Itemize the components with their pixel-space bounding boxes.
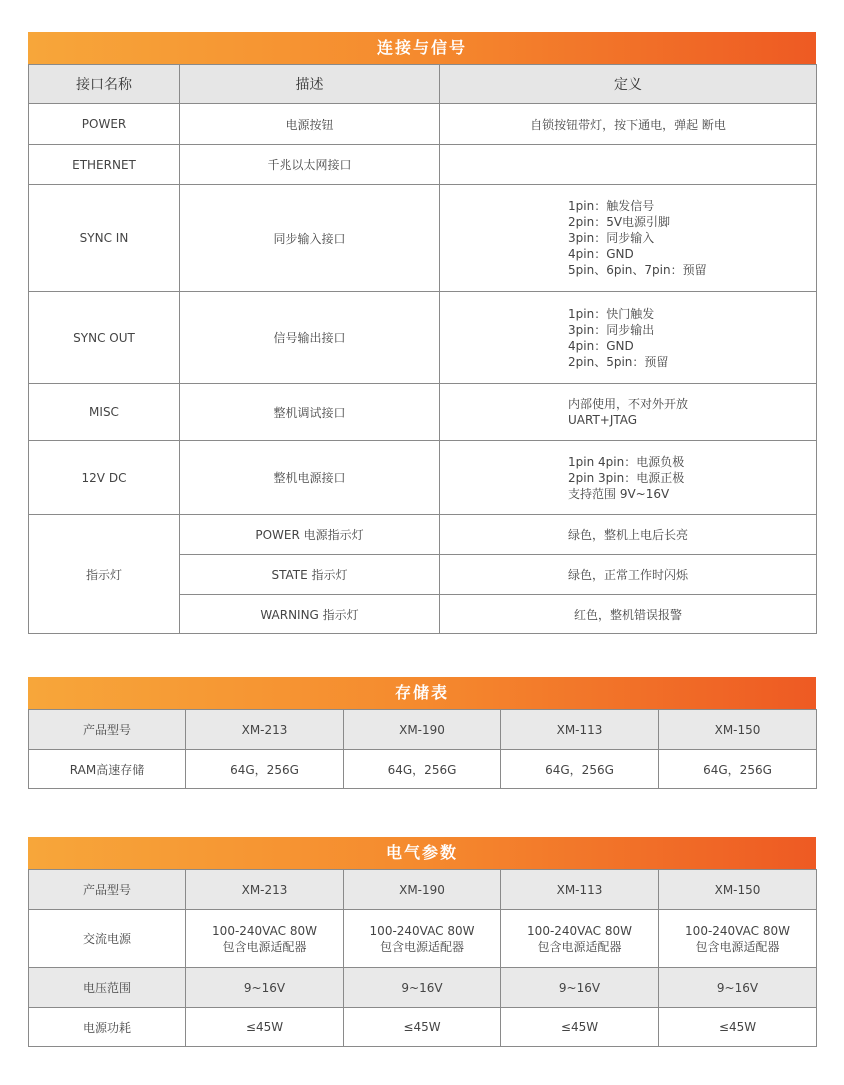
interface-definition	[440, 292, 817, 384]
cell-value: ≤45W	[344, 1008, 501, 1047]
cell-line: 包含电源适配器	[537, 939, 622, 954]
interface-description: 信号输出接口	[180, 292, 440, 384]
header-description: 描述	[180, 65, 440, 104]
indicator-name: 指示灯	[29, 515, 180, 634]
cell-line: 100-240VAC 80W	[527, 923, 632, 938]
interface-definition	[440, 145, 817, 185]
cell-value: ≤45W	[501, 1008, 659, 1047]
interface-definition	[440, 104, 817, 145]
table-row	[29, 292, 817, 384]
model-name: XM-150	[659, 710, 817, 750]
interface-name: SYNC IN	[29, 185, 180, 292]
definition-line: 支持范围 9V~16V	[568, 486, 670, 501]
indicator-definition: 红色，整机错误报警	[440, 595, 817, 634]
row-label: 电压范围	[29, 968, 186, 1008]
cell-value	[659, 910, 817, 968]
electrical-header-row	[29, 870, 817, 910]
cell-value	[186, 910, 344, 968]
definition-line: 5pin、6pin、7pin：预留	[568, 263, 707, 277]
cell-value: 64G，256G	[501, 750, 659, 789]
indicator-definition: 绿色，整机上电后长亮	[440, 515, 817, 555]
cell-value: 9~16V	[501, 968, 659, 1008]
definition-line: 内部使用，不对外开放	[568, 397, 689, 411]
table-row	[29, 1008, 817, 1047]
definition-line: 2pin、5pin：预留	[568, 354, 669, 369]
interface-name: SYNC OUT	[29, 292, 180, 384]
storage-table	[28, 709, 817, 789]
model-name: XM-113	[501, 870, 659, 910]
definition-line: 2pin 3pin：电源正极	[568, 470, 685, 485]
cell-line: 包含电源适配器	[379, 939, 464, 954]
indicator-description: POWER 电源指示灯	[180, 515, 440, 555]
cell-value: ≤45W	[186, 1008, 344, 1047]
storage-title: 存储表	[28, 677, 816, 709]
cell-line: 包含电源适配器	[222, 939, 307, 954]
definition-line: 1pin 4pin：电源负极	[568, 454, 685, 469]
interface-definition	[440, 441, 817, 515]
cell-line: 100-240VAC 80W	[685, 923, 790, 938]
electrical-table	[28, 869, 817, 1047]
cell-value	[344, 910, 501, 968]
header-interface-name: 接口名称	[29, 65, 180, 104]
table-row	[29, 104, 817, 145]
cell-line: 包含电源适配器	[695, 939, 780, 954]
table-row	[29, 968, 817, 1008]
connection-section	[28, 32, 816, 634]
table-row	[29, 441, 817, 515]
storage-header-row	[29, 710, 817, 750]
model-name: XM-113	[501, 710, 659, 750]
row-label: 交流电源	[29, 910, 186, 968]
model-name: XM-213	[186, 710, 344, 750]
definition-line: 2pin：5V电源引脚	[568, 215, 671, 229]
interface-description: 电源按钮	[180, 104, 440, 145]
interface-description: 千兆以太网接口	[180, 145, 440, 185]
cell-value: 9~16V	[344, 968, 501, 1008]
electrical-section	[28, 837, 816, 1047]
definition-line: 1pin：快门触发	[568, 306, 655, 321]
interface-description: 整机调试接口	[180, 384, 440, 441]
interface-definition	[440, 185, 817, 292]
cell-line: 100-240VAC 80W	[369, 923, 475, 938]
definition-line: 自锁按钮带灯，按下通电，弹起 断电	[530, 117, 726, 132]
electrical-title: 电气参数	[28, 837, 816, 869]
definition-line: 4pin：GND	[568, 247, 634, 261]
table-row	[29, 145, 817, 185]
definition-line: 1pin：触发信号	[568, 199, 655, 213]
definition-line: 4pin：GND	[568, 338, 634, 353]
interface-name: ETHERNET	[29, 145, 180, 185]
cell-value: ≤45W	[659, 1008, 817, 1047]
cell-value: 9~16V	[186, 968, 344, 1008]
connection-table	[28, 64, 817, 634]
interface-definition	[440, 384, 817, 441]
model-name: XM-150	[659, 870, 817, 910]
product-model-label: 产品型号	[29, 870, 186, 910]
storage-section	[28, 677, 816, 789]
table-row	[29, 750, 817, 789]
product-model-label: 产品型号	[29, 710, 186, 750]
interface-name: POWER	[29, 104, 180, 145]
table-row	[29, 910, 817, 968]
table-row	[29, 384, 817, 441]
connection-title: 连接与信号	[28, 32, 816, 64]
cell-value: 64G，256G	[344, 750, 501, 789]
cell-value: 64G，256G	[186, 750, 344, 789]
model-name: XM-190	[344, 710, 501, 750]
interface-name: MISC	[29, 384, 180, 441]
header-definition: 定义	[440, 65, 817, 104]
cell-value: 9~16V	[659, 968, 817, 1008]
table-row	[29, 515, 817, 555]
indicator-description: WARNING 指示灯	[180, 595, 440, 634]
table-row	[29, 185, 817, 292]
cell-value: 64G，256G	[659, 750, 817, 789]
definition-line: 3pin：同步输入	[568, 231, 655, 245]
model-name: XM-190	[344, 870, 501, 910]
row-label: RAM高速存储	[29, 750, 186, 789]
interface-description: 同步输入接口	[180, 185, 440, 292]
connection-header-row	[29, 65, 817, 104]
definition-line: UART+JTAG	[568, 413, 638, 427]
definition-line: 3pin：同步输出	[568, 322, 655, 337]
interface-name: 12V DC	[29, 441, 180, 515]
indicator-definition: 绿色，正常工作时闪烁	[440, 555, 817, 595]
cell-value	[501, 910, 659, 968]
model-name: XM-213	[186, 870, 344, 910]
cell-line: 100-240VAC 80W	[212, 923, 317, 938]
row-label: 电源功耗	[29, 1008, 186, 1047]
interface-description: 整机电源接口	[180, 441, 440, 515]
indicator-description: STATE 指示灯	[180, 555, 440, 595]
